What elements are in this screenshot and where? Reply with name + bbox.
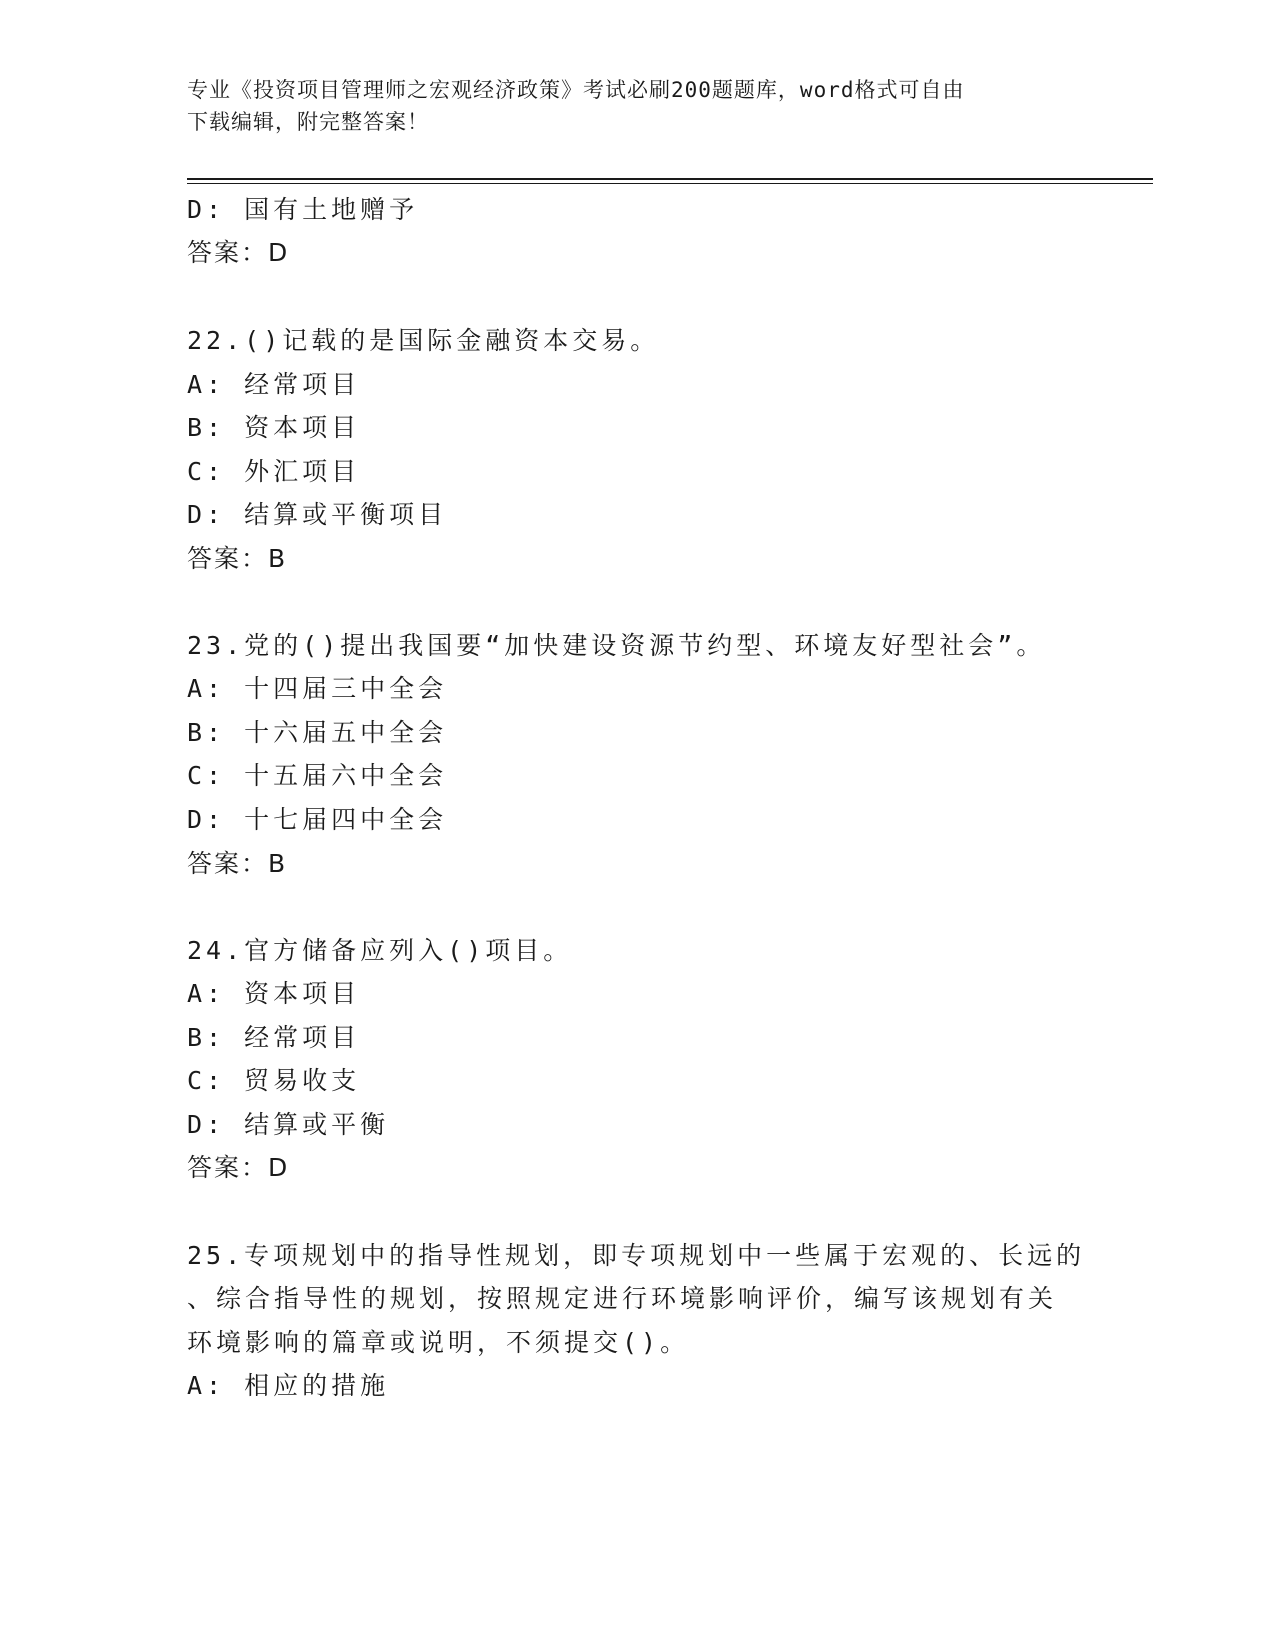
- q23-option-c: C: 十五届六中全会: [187, 761, 448, 790]
- q23-option-a: A: 十四届三中全会: [187, 674, 448, 703]
- page-header: [187, 74, 1087, 138]
- q22-option-d: D: 结算或平衡项目: [187, 500, 448, 529]
- q22-option-a: A: 经常项目: [187, 370, 361, 399]
- q24-option-d: D: 结算或平衡: [187, 1110, 390, 1139]
- q23-option-d: D: 十七届四中全会: [187, 805, 448, 834]
- q25-stem-line-1: 25.专项规划中的指导性规划，即专项规划中一些属于宏观的、长远的: [187, 1241, 1086, 1270]
- q25-stem-line-2: 、综合指导性的规划，按照规定进行环境影响评价，编写该规划有关: [187, 1284, 1058, 1313]
- q22-answer: 答案：B: [187, 544, 288, 573]
- q24-option-c: C: 贸易收支: [187, 1066, 361, 1095]
- header-line-2: 下载编辑，附完整答案！: [187, 110, 429, 134]
- q23-stem: 23.党的()提出我国要“加快建设资源节约型、环境友好型社会”。: [187, 631, 1046, 660]
- q22-stem: 22.()记载的是国际金融资本交易。: [187, 326, 660, 355]
- q24-answer: 答案：D: [187, 1153, 290, 1182]
- header-divider-thin: [187, 183, 1153, 184]
- q21-answer: 答案：D: [187, 238, 290, 267]
- q21-option-d: D: 国有土地赠予: [187, 195, 419, 224]
- header-divider-thick: [187, 178, 1153, 180]
- q24-option-a: A: 资本项目: [187, 979, 361, 1008]
- q25-option-a: A: 相应的措施: [187, 1371, 390, 1400]
- q25-stem-line-3: 环境影响的篇章或说明，不须提交()。: [187, 1328, 690, 1357]
- q22-option-c: C: 外汇项目: [187, 457, 361, 486]
- q23-answer: 答案：B: [187, 849, 288, 878]
- header-line-1: 专业《投资项目管理师之宏观经济政策》考试必刷200题题库，word格式可自由: [187, 78, 965, 102]
- q23-option-b: B: 十六届五中全会: [187, 718, 448, 747]
- q24-option-b: B: 经常项目: [187, 1023, 361, 1052]
- q24-stem: 24.官方储备应列入()项目。: [187, 936, 573, 965]
- q22-option-b: B: 资本项目: [187, 413, 361, 442]
